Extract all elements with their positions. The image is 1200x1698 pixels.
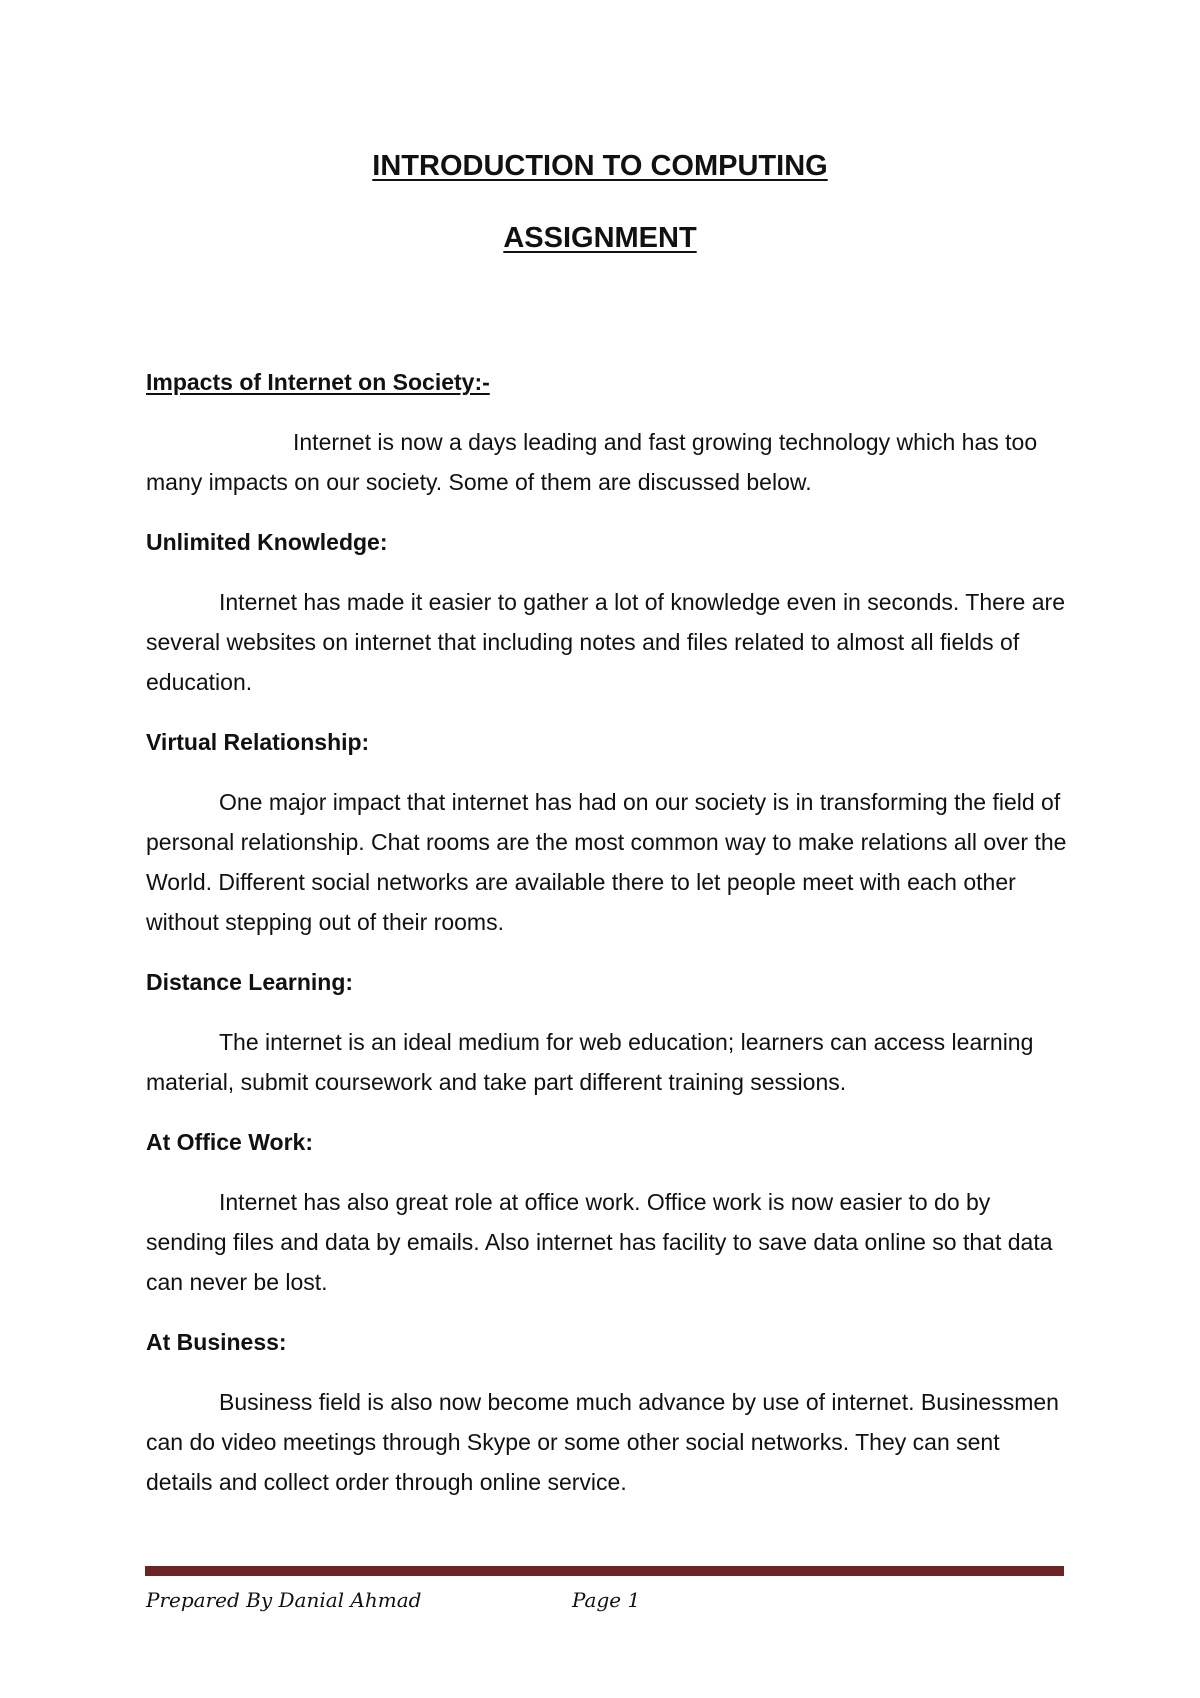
section-text-office-work: Internet has also great role at office work. Office work is now easier to do by sending files and data by emails. Also internet has facility to save data online so that data can never be lost.	[146, 1189, 1053, 1295]
section-text-business: Business field is also now become much advance by use of internet. Businessmen can do video meetings through Skype or some other social networks. They can sent details and collect order through online service.	[146, 1389, 1059, 1495]
section-text-unlimited-knowledge: Internet has made it easier to gather a lot of knowledge even in seconds. There are several websites on internet that including notes and files related to almost all fields of education.	[146, 589, 1065, 695]
footer-page-number: Page 1	[572, 1588, 641, 1612]
section-heading-business: At Business:	[146, 1329, 287, 1355]
footer-author: Prepared By Danial Ahmad	[146, 1588, 422, 1612]
footer-divider	[145, 1566, 1064, 1576]
section-text-distance-learning: The internet is an ideal medium for web education; learners can access learning material, submit coursework and take part different training sessions.	[146, 1029, 1034, 1095]
document-title: INTRODUCTION TO COMPUTING	[372, 150, 828, 182]
section-heading-office-work: At Office Work:	[146, 1129, 313, 1155]
section-heading-distance-learning: Distance Learning:	[146, 969, 354, 995]
section-text-virtual-relationship: One major impact that internet has had on our society is in transforming the field of personal relationship. Chat rooms are the most common way to make relations all over the World. Different social networks are available there to let people meet with each other without stepping out of their rooms.	[146, 789, 1067, 935]
document-subtitle: ASSIGNMENT	[503, 222, 697, 254]
intro-heading	[146, 362, 1071, 402]
section-heading-unlimited-knowledge: Unlimited Knowledge:	[146, 529, 388, 555]
section-heading-virtual-relationship: Virtual Relationship:	[146, 729, 370, 755]
document-body	[146, 362, 1071, 1522]
intro-paragraph: Internet is now a days leading and fast growing technology which has too many impacts on our society. Some of them are discussed below.	[146, 429, 1038, 495]
intro-heading-text: Impacts of Internet on Society:-	[146, 369, 490, 395]
